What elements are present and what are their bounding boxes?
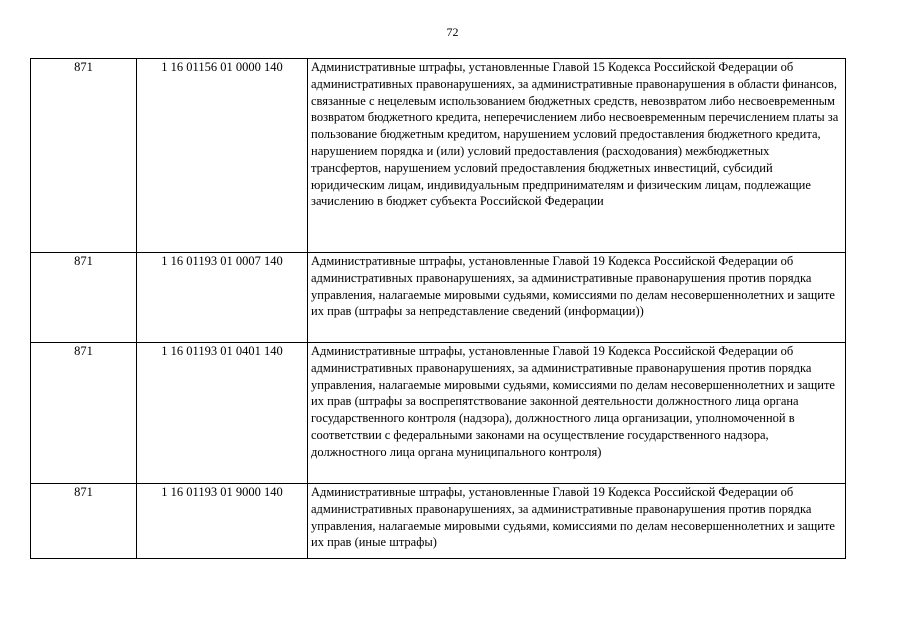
admin-code-cell: 871 bbox=[31, 59, 137, 253]
description-cell: Административные штрафы, установленные Главой 19 Кодекса Российской Федерации об административных правонарушениях, за административные правонарушения против порядка управления, налагаемые мировыми судьями, комиссиями по делам несовершеннолетних и защите их прав (штрафы за воспрепятствование законной деятельности должностного лица органа государственного контроля (надзора), должностного лица организации, уполномоченной в соответствии с федеральными законами на осуществление государственного надзора, должностного лица органа муниципального контроля) bbox=[308, 343, 846, 484]
kbk-code-cell: 1 16 01156 01 0000 140 bbox=[137, 59, 308, 253]
table-row bbox=[31, 59, 846, 253]
admin-code-cell: 871 bbox=[31, 253, 137, 343]
description-cell: Административные штрафы, установленные Главой 15 Кодекса Российской Федерации об административных правонарушениях, за административные правонарушения в области финансов, связанные с нецелевым использованием бюджетных средств, невозвратом либо несвоевременным возвратом бюджетного кредита, неперечислением либо несвоевременным перечислением платы за пользование бюджетным кредитом, нарушением условий предоставления бюджетного кредита, нарушением порядка и (или) условий предоставления (расходования) межбюджетных трансфертов, нарушением условий предоставления бюджетных инвестиций, субсидий юридическим лицам, индивидуальным предпринимателям и физическим лицам, подлежащие зачислению в бюджет субъекта Российской Федерации bbox=[308, 59, 846, 253]
kbk-code-cell: 1 16 01193 01 0401 140 bbox=[137, 343, 308, 484]
table-row bbox=[31, 484, 846, 559]
description-cell: Административные штрафы, установленные Главой 19 Кодекса Российской Федерации об административных правонарушениях, за административные правонарушения против порядка управления, налагаемые мировыми судьями, комиссиями по делам несовершеннолетних и защите их прав (штрафы за непредставление сведений (информации)) bbox=[308, 253, 846, 343]
page-number: 72 bbox=[446, 25, 459, 39]
admin-code-cell: 871 bbox=[31, 343, 137, 484]
kbk-code-cell: 1 16 01193 01 0007 140 bbox=[137, 253, 308, 343]
kbk-code-cell: 1 16 01193 01 9000 140 bbox=[137, 484, 308, 559]
table-row bbox=[31, 343, 846, 484]
admin-code-cell: 871 bbox=[31, 484, 137, 559]
revenue-codes-table bbox=[30, 58, 846, 559]
description-cell: Административные штрафы, установленные Главой 19 Кодекса Российской Федерации об административных правонарушениях, за административные правонарушения против порядка управления, налагаемые мировыми судьями, комиссиями по делам несовершеннолетних и защите их прав (иные штрафы) bbox=[308, 484, 846, 559]
table-row bbox=[31, 253, 846, 343]
